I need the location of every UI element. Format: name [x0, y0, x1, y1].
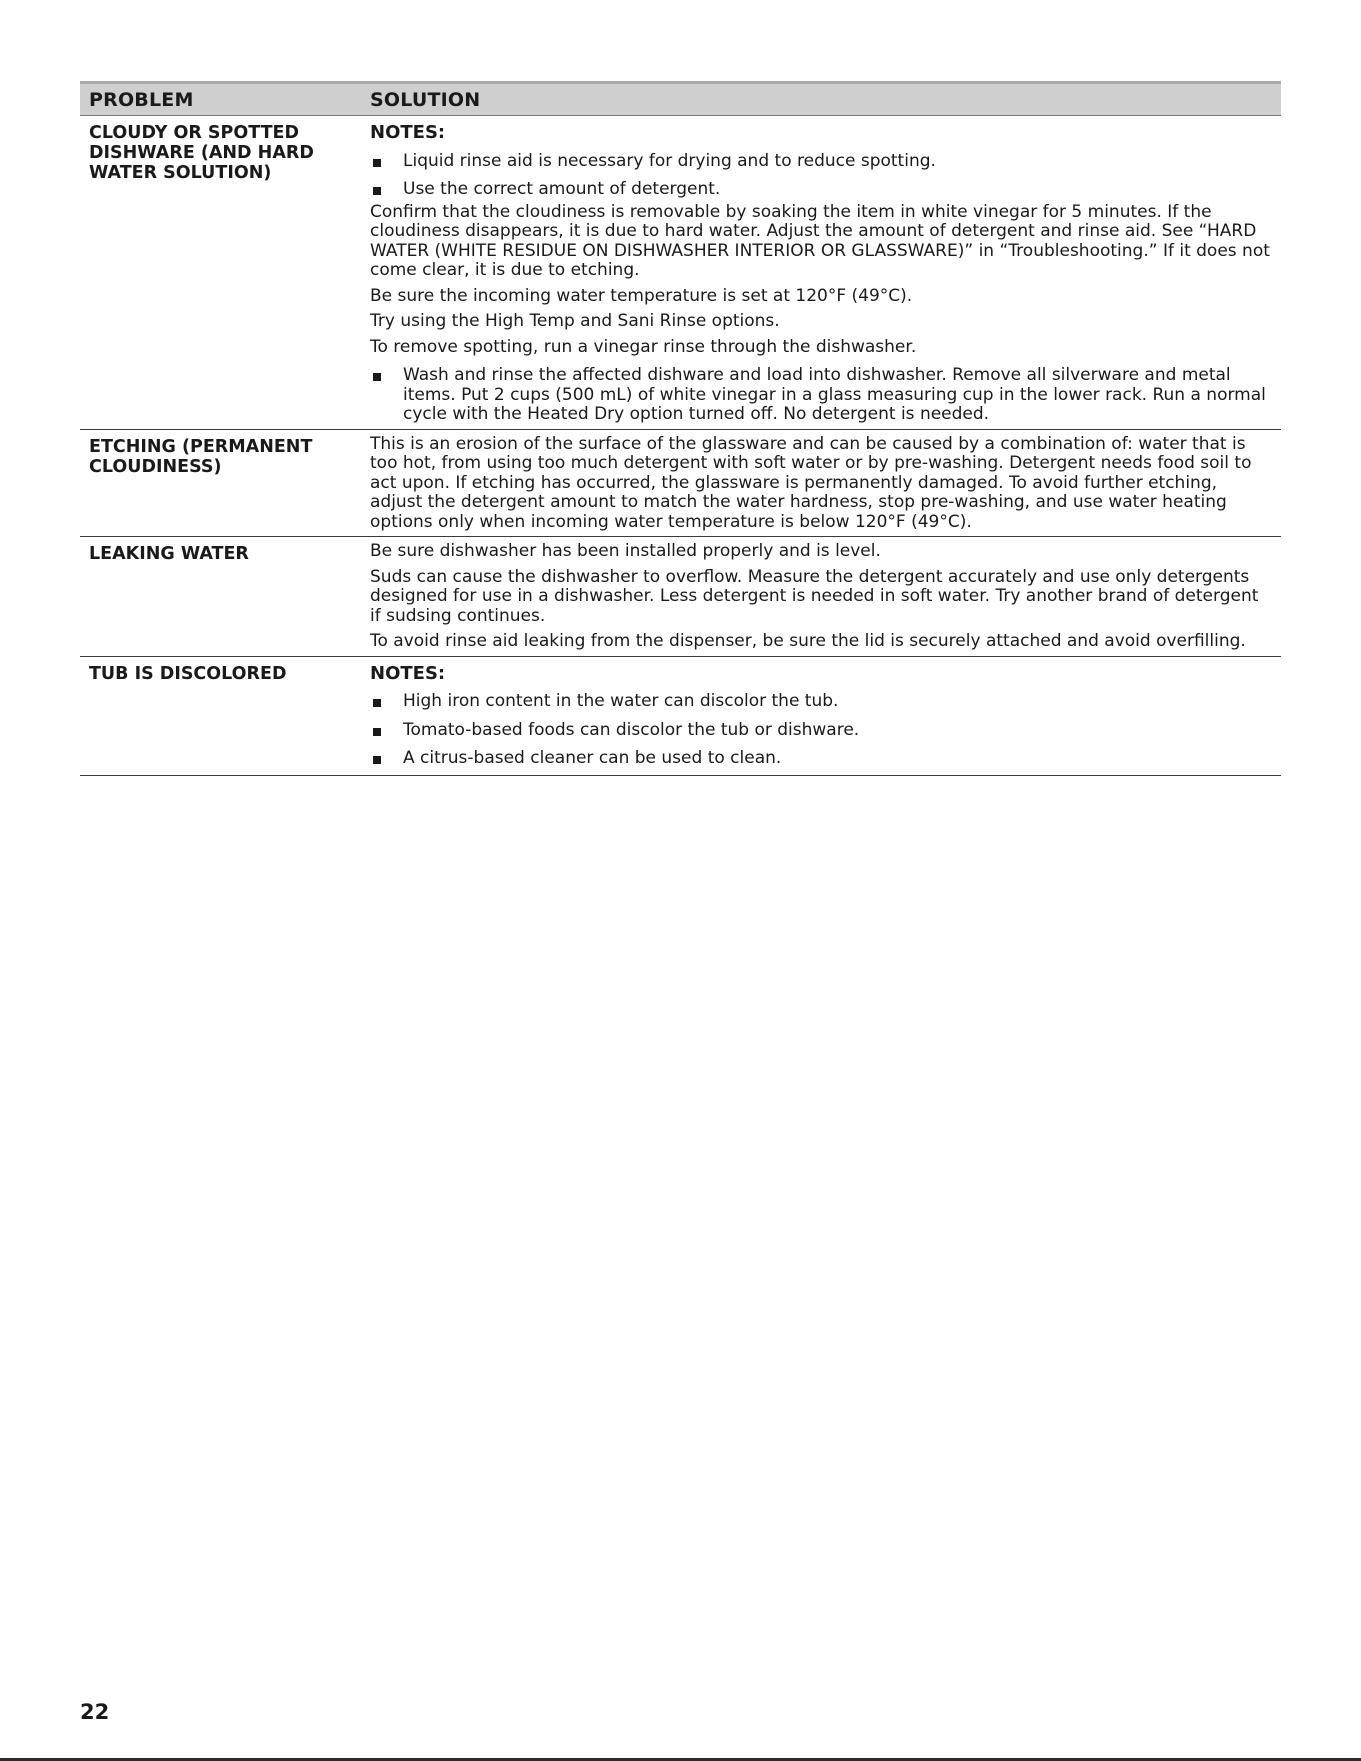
notes-label: NOTES: [370, 122, 446, 143]
bullet-text: Tomato-based foods can discolor the tub or dishware. [403, 719, 860, 740]
problem-label: LEAKING WATER [89, 544, 249, 564]
solution-paragraph: To avoid rinse aid leaking from the dispenser, be sure the lid is securely attached and avoid overfilling. [370, 631, 1246, 651]
list-item [370, 152, 1273, 172]
table-row-tub-discolored [80, 657, 1281, 776]
table-row-cloudy-dishware [80, 116, 1281, 430]
table-row-leaking-water [80, 537, 1281, 657]
table-header [80, 81, 1281, 116]
solution-paragraph: Be sure dishwasher has been installed properly and is level. [370, 541, 881, 561]
page-number: 22 [80, 1700, 110, 1724]
list-item [370, 366, 1273, 425]
bullet-text: High iron content in the water can discolor the tub. [403, 691, 839, 711]
table-row-etching [80, 430, 1281, 538]
troubleshooting-table [80, 81, 1281, 776]
header-solution: SOLUTION [370, 88, 481, 111]
problem-label: TUB IS DISCOLORED [89, 663, 287, 684]
bullet-text: A citrus-based cleaner can be used to clean. [403, 748, 782, 768]
problem-label: CLOUDY OR SPOTTED DISHWARE (AND HARD WATER SOLUTION) [89, 123, 314, 183]
solution-paragraph: Confirm that the cloudiness is removable by soaking the item in white vinegar for 5 minutes. If the cloudiness disappears, it is due to hard water. Adjust the amount of detergent and rinse aid. See “HARD WATER (WHITE RESIDUE ON DISHWASHER INTERIOR OR GLASSWARE)” in “Troubleshooting.” If it does not come clear, it is due to etching. [370, 201, 1270, 280]
list-item [370, 749, 1273, 769]
solution-paragraph: Suds can cause the dishwasher to overflow. Measure the detergent accurately and use only detergents designed for use in a dishwasher. Less detergent is needed in soft water. Try another brand of detergent if sudsing continues. [370, 566, 1259, 626]
solution-paragraph: This is an erosion of the surface of the glassware and can be caused by a combination of: water that is too hot, from using too much detergent with soft water or by pre-washing. Detergent needs food soil to act upon. If etching has occurred, the glassware is permanently damaged. To avoid further etching, adjust the detergent amount to match the water hardness, stop pre-washing, and use water heating options only when incoming water temperature is below 120°F (49°C). [370, 433, 1252, 532]
bullet-text: Liquid rinse aid is necessary for drying and to reduce spotting. [403, 150, 936, 171]
list-item [370, 721, 1273, 741]
solution-paragraph: Be sure the incoming water temperature is set at 120°F (49°C). [370, 285, 913, 306]
solution-paragraph: To remove spotting, run a vinegar rinse through the dishwasher. [370, 336, 917, 357]
square-bullet-icon [370, 721, 403, 741]
square-bullet-icon [370, 749, 403, 769]
notes-label: NOTES: [370, 662, 446, 684]
solution-cell [370, 430, 1281, 537]
square-bullet-icon [370, 366, 403, 425]
header-problem: PROBLEM [89, 88, 194, 111]
bullet-text: Use the correct amount of detergent. [403, 179, 721, 199]
solution-cell [370, 537, 1281, 656]
list-item [370, 692, 1273, 712]
solution-cell [370, 657, 1281, 775]
solution-paragraph: Try using the High Temp and Sani Rinse options. [370, 311, 780, 331]
square-bullet-icon [370, 692, 403, 712]
solution-cell [370, 116, 1281, 429]
bullet-text: Wash and rinse the affected dishware and load into dishwasher. Remove all silverware and metal items. Put 2 cups (500 mL) of white vinegar in a glass measuring cup in the lower rack. Run a normal cycle with the Heated Dry option turned off. No detergent is needed. [403, 365, 1266, 424]
problem-label: ETCHING (PERMANENT CLOUDINESS) [89, 436, 313, 477]
list-item [370, 180, 1273, 200]
square-bullet-icon [370, 152, 403, 172]
square-bullet-icon [370, 180, 403, 200]
